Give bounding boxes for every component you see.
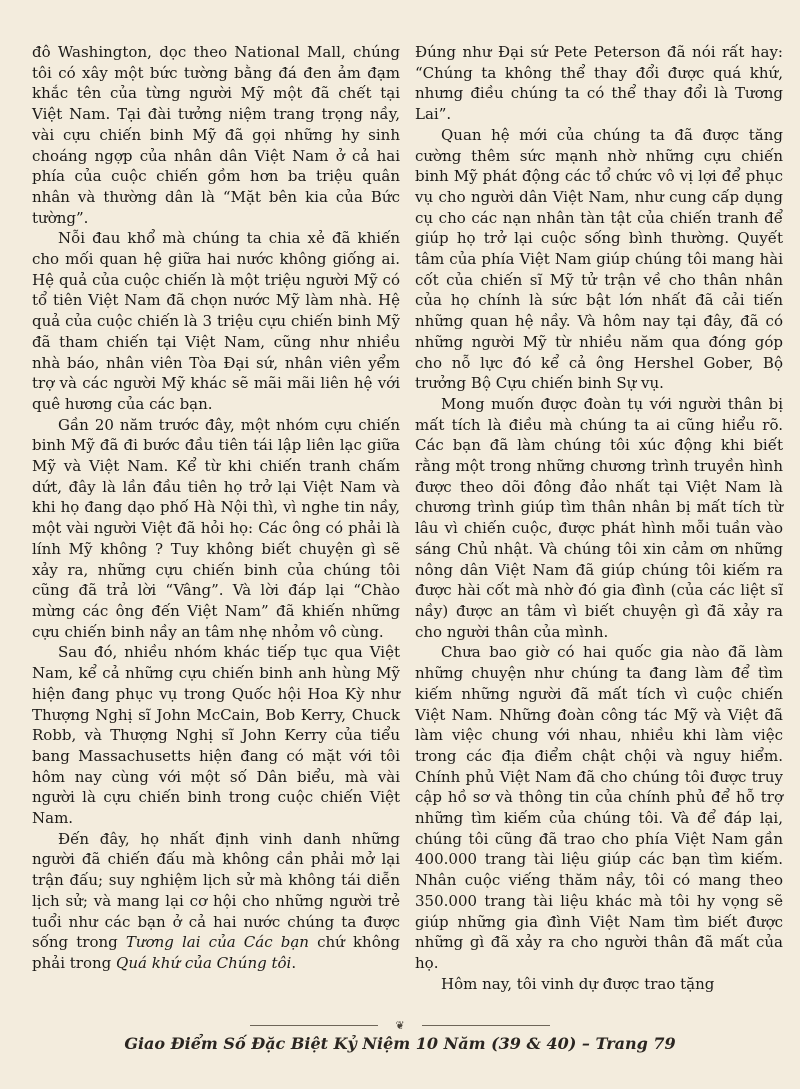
paragraph: Quan hệ mới của chúng ta đã được tăng cường thêm sức mạnh nhờ những cựu chiến binh Mỹ phát động các tổ chức vô vị lợi để phục vụ cho người dân Việt Nam, như cung cấp dụng cụ cho các nạn nhân tàn tật của chiến tranh để giúp họ trở lại cuộc sống bình thường. Quyết tâm của phía Việt Nam giúp chúng tôi mang hài cốt của chiến sĩ Mỹ tử trận về cho thân nhân của họ chính là sức bật lớn nhất đã cải tiến những quan hệ nầy. Và hôm nay tại đây, đã có những người Mỹ từ nhiều năm qua đóng góp cho nỗ lực đó kể cả ông Hershel Gober, Bộ trưởng Bộ Cựu chiến binh Sự vụ.	[415, 125, 783, 393]
paragraph-text: Đến đây, họ nhất định vinh danh những người đã chiến đấu mà không cần phải mở lại trận đấu; suy nghiệm lịch sử mà không tái diễn lịch sử; và mang lại cơ hội cho những người trẻ tuổi như các bạn ở cả hai nước chúng ta được sống trong	[32, 829, 400, 952]
left-column	[32, 42, 400, 974]
paragraph-text: chứ không phải trong	[32, 933, 400, 972]
paragraph: Hôm nay, tôi vinh dự được trao tặng	[441, 974, 715, 993]
italic-phrase: Quá khứ của Chúng tôi	[116, 953, 292, 972]
paragraph: Chưa bao giờ có hai quốc gia nào đã làm những chuyện như chúng ta đang làm để tìm kiếm những người đã mất tích vì cuộc chiến Việt Nam. Những đoàn công tác Mỹ và Việt đã làm việc chung với nhau, nhiều khi làm việc trong các địa điểm chật chội và nguy hiểm. Chính phủ Việt Nam đã cho chúng tôi được truy cập hồ sơ và thông tin của chính phủ để hỗ trợ những tìm kiếm của chúng tôi. Và để đáp lại, chúng tôi cũng đã trao cho phía Việt Nam gần 400.000 trang tài liệu giúp các bạn tìm kiếm. Nhân cuộc viếng thăm nầy, tôi có mang theo 350.000 trang tài liệu khác mà tôi hy vọng sẽ giúp những gia đình Việt Nam tìm biết được những gì đã xảy ra cho người thân đã mất của họ.	[415, 643, 783, 972]
paragraph: Mong muốn được đoàn tụ với người thân bị mất tích là điều mà chúng ta ai cũng hiểu rõ. Các bạn đã làm chúng tôi xúc động khi biết rằng một trong những chương trình truyền hình được theo dõi đông đảo nhất tại Việt Nam là chương trình giúp tìm thân nhân bị mất tích từ lâu vì chiến cuộc, được phát hình mỗi tuần vào sáng Chủ nhật. Và chúng tôi xin cảm ơn những nông dân Việt Nam đã giúp chúng tôi kiếm ra được hài cốt mà nhờ đó gia đình (của các liệt sĩ nầy) được an tâm vì biết chuyện gì đã xảy ra cho người thân của mình.	[415, 394, 783, 641]
paragraph: Sau đó, nhiều nhóm khác tiếp tục qua Việt Nam, kể cả những cựu chiến binh anh hùng Mỹ hiện đang phục vụ trong Quốc hội Hoa Kỳ như Thượng Nghị sĩ John McCain, Bob Kerry, Chuck Robb, và Thượng Nghị sĩ John Kerry của tiểu bang Massachusetts hiện đang có mặt với tôi hôm nay cùng với một số Dân biểu, mà vài người là cựu chiến binh trong cuộc chiến Việt Nam.	[32, 643, 400, 828]
paragraph: đô Washington, dọc theo National Mall, chúng tôi có xây một bức tường bằng đá đen ảm đạm khắc tên của từng người Mỹ một đã chết tại Việt Nam. Tại đài tưởng niệm trang trọng nầy, vài cựu chiến binh Mỹ đã gọi những hy sinh choáng ngợp của nhân dân Việt Nam ở cả hai phía của cuộc chiến gồm hơn ba triệu quân nhân và thường dân là “Mặt bên kia của Bức tường”.	[32, 43, 400, 227]
paragraph: Đúng như Đại sứ Pete Peterson đã nói rất hay: “Chúng ta không thể thay đổi được quá khứ, nhưng điều chúng ta có thể thay đổi là Tương Lai”.	[415, 43, 783, 124]
page-footer: Giao Điểm Số Đặc Biệt Kỷ Niệm 10 Năm (39 & 40) – Trang 79	[124, 1034, 676, 1053]
right-column	[415, 42, 783, 994]
paragraph: Gần 20 năm trước đây, một nhóm cựu chiến binh Mỹ đã đi bước đầu tiên tái lập liên lạc giữa Mỹ và Việt Nam. Kể từ khi chiến tranh chấm dứt, đây là lần đầu tiên họ trở lại Việt Nam và khi họ đang dạo phố Hà Nội thì, vì nghe tin nầy, một vài người Việt đã hỏi họ: Các ông có phải là lính Mỹ không ? Tuy không biết chuyện gì sẽ xảy ra, những cựu chiến binh của chúng tôi cũng đã trả lời “Vâng”. Và lời đáp lại “Chào mừng các ông đến Việt Nam” đã khiến những cựu chiến binh nầy an tâm nhẹ nhỏm vô cùng.	[32, 415, 400, 641]
divider-line	[422, 1025, 550, 1026]
paragraph: Nỗi đau khổ mà chúng ta chia xẻ đã khiến cho mối quan hệ giữa hai nước không giống ai. Hệ quả của cuộc chiến là một triệu người Mỹ có tổ tiên Việt Nam đã chọn nước Mỹ làm nhà. Hệ quả của cuộc chiến là 3 triệu cựu chiến binh Mỹ đã tham chiến tại Việt Nam, cũng như nhiều nhà báo, nhân viên Tòa Đại sứ, nhân viên yểm trợ và các người Mỹ khác sẽ mãi mãi liên hệ với quê hương của các bạn.	[32, 229, 400, 413]
italic-phrase: Tương lai của Các bạn	[125, 933, 309, 952]
paragraph-text: .	[291, 953, 297, 972]
footer-divider-ornament	[250, 1020, 550, 1032]
paragraph	[32, 829, 400, 974]
divider-line	[250, 1025, 378, 1026]
ornament-icon: ❦	[395, 1019, 405, 1032]
